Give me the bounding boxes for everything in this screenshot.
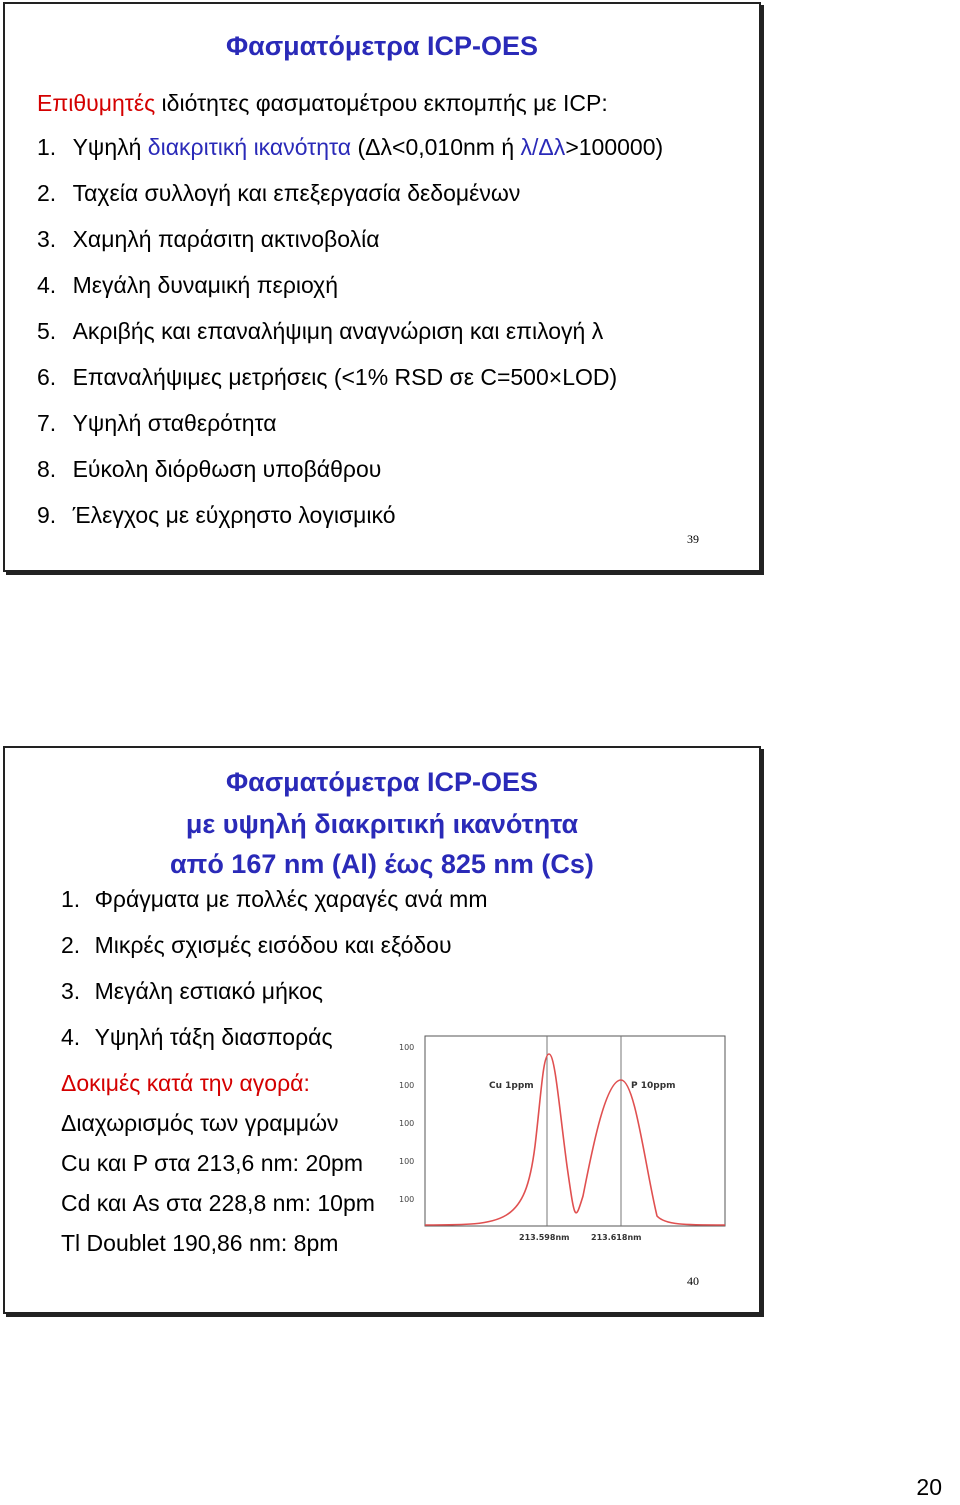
- intro-text: ιδιότητες φασματομέτρου εκπομπής με ICP:: [155, 90, 608, 116]
- item-number: 9.: [37, 502, 57, 528]
- y-tick-label: 100: [399, 1119, 415, 1128]
- item-text: Εύκολη διόρθωση υποβάθρου: [72, 456, 382, 482]
- item-text: Επαναλήψιμες μετρήσεις (<1% RSD σε C=500×LOD): [72, 364, 618, 390]
- list-item: [37, 316, 603, 346]
- x-label-p: 213.618nm: [591, 1233, 642, 1242]
- item-number: 2.: [37, 180, 57, 206]
- y-tick-label: 100: [399, 1195, 415, 1204]
- list-item: [37, 408, 277, 438]
- slide-title: Φασματόμετρα ICP-OES: [225, 767, 539, 797]
- item-number: 4.: [61, 1024, 81, 1050]
- item-number: 1.: [37, 134, 57, 160]
- peak-label-p: P 10ppm: [631, 1081, 676, 1091]
- list-item: [37, 270, 338, 300]
- y-tick-label: 100: [399, 1157, 415, 1166]
- spectrum-figure: [385, 1026, 741, 1254]
- x-label-cu: 213.598nm: [519, 1233, 570, 1242]
- item-number: 7.: [37, 410, 57, 436]
- item-text: Ακριβής και επαναλήψιμη αναγνώριση και επιλογή λ: [72, 318, 604, 344]
- tests-heading: [61, 1068, 310, 1098]
- item-text: Υψηλή σταθερότητα: [72, 410, 277, 436]
- item-text: Χαμηλή παράσιτη ακτινοβολία: [72, 226, 380, 252]
- item-text: Φράγματα με πολλές χαραγές ανά mm: [94, 886, 488, 912]
- list-item: [61, 884, 488, 914]
- page-number: 20: [916, 1474, 942, 1500]
- item-highlight: λ/Δλ: [520, 134, 566, 160]
- y-tick-label: 100: [399, 1081, 415, 1090]
- item-number: 8.: [37, 456, 57, 482]
- item-text: Υψηλή: [72, 134, 148, 160]
- list-item: [37, 362, 617, 392]
- list-item: [37, 500, 396, 530]
- item-text: (Δλ<0,010nm ή: [351, 134, 521, 160]
- slide-39: [3, 2, 761, 572]
- slide-title: Φασματόμετρα ICP-OES: [225, 31, 539, 61]
- list-item: [37, 132, 663, 162]
- slide-number: 40: [687, 1274, 699, 1288]
- test-line: Tl Doublet 190,86 nm: 8pm: [61, 1230, 339, 1256]
- item-text: Ταχεία συλλογή και επεξεργασία δεδομένων: [72, 180, 521, 206]
- list-item: [37, 454, 381, 484]
- item-number: 5.: [37, 318, 57, 344]
- slide-40: [3, 746, 761, 1314]
- list-item: [61, 1022, 333, 1052]
- intro-line: [37, 88, 608, 118]
- item-number: 4.: [37, 272, 57, 298]
- item-number: 1.: [61, 886, 81, 912]
- intro-highlight: Επιθυμητές: [37, 90, 156, 116]
- item-number: 6.: [37, 364, 57, 390]
- slide-subtitle: από 167 nm (Al) έως 825 nm (Cs): [170, 849, 594, 879]
- tests-highlight: Δοκιμές κατά την αγορά: [61, 1070, 304, 1096]
- item-highlight: διακριτική ικανότητα: [147, 134, 352, 160]
- list-item: [37, 224, 380, 254]
- item-number: 3.: [37, 226, 57, 252]
- item-text: Έλεγχος με εύχρηστο λογισμικό: [72, 502, 396, 528]
- test-line: Διαχωρισμός των γραμμών: [61, 1110, 339, 1136]
- tests-colon: :: [303, 1070, 310, 1096]
- peak-label-cu: Cu 1ppm: [489, 1081, 534, 1091]
- list-item: [61, 930, 452, 960]
- item-text: Μικρές σχισμές εισόδου και εξόδου: [94, 932, 452, 958]
- test-line: Cd και As στα 228,8 nm: 10pm: [61, 1190, 375, 1216]
- item-text: Μεγάλη δυναμική περιοχή: [72, 272, 339, 298]
- item-text: Μεγάλη εστιακό μήκος: [94, 978, 323, 1004]
- item-number: 3.: [61, 978, 81, 1004]
- test-line: Cu και P στα 213,6 nm: 20pm: [61, 1150, 363, 1176]
- item-text: >100000): [565, 134, 664, 160]
- list-item: [37, 178, 520, 208]
- item-text: Υψηλή τάξη διασποράς: [94, 1024, 333, 1050]
- y-tick-label: 100: [399, 1043, 415, 1052]
- slide-subtitle: με υψηλή διακριτική ικανότητα: [185, 809, 579, 839]
- list-item: [61, 976, 323, 1006]
- slide-number: 39: [687, 532, 699, 546]
- item-number: 2.: [61, 932, 81, 958]
